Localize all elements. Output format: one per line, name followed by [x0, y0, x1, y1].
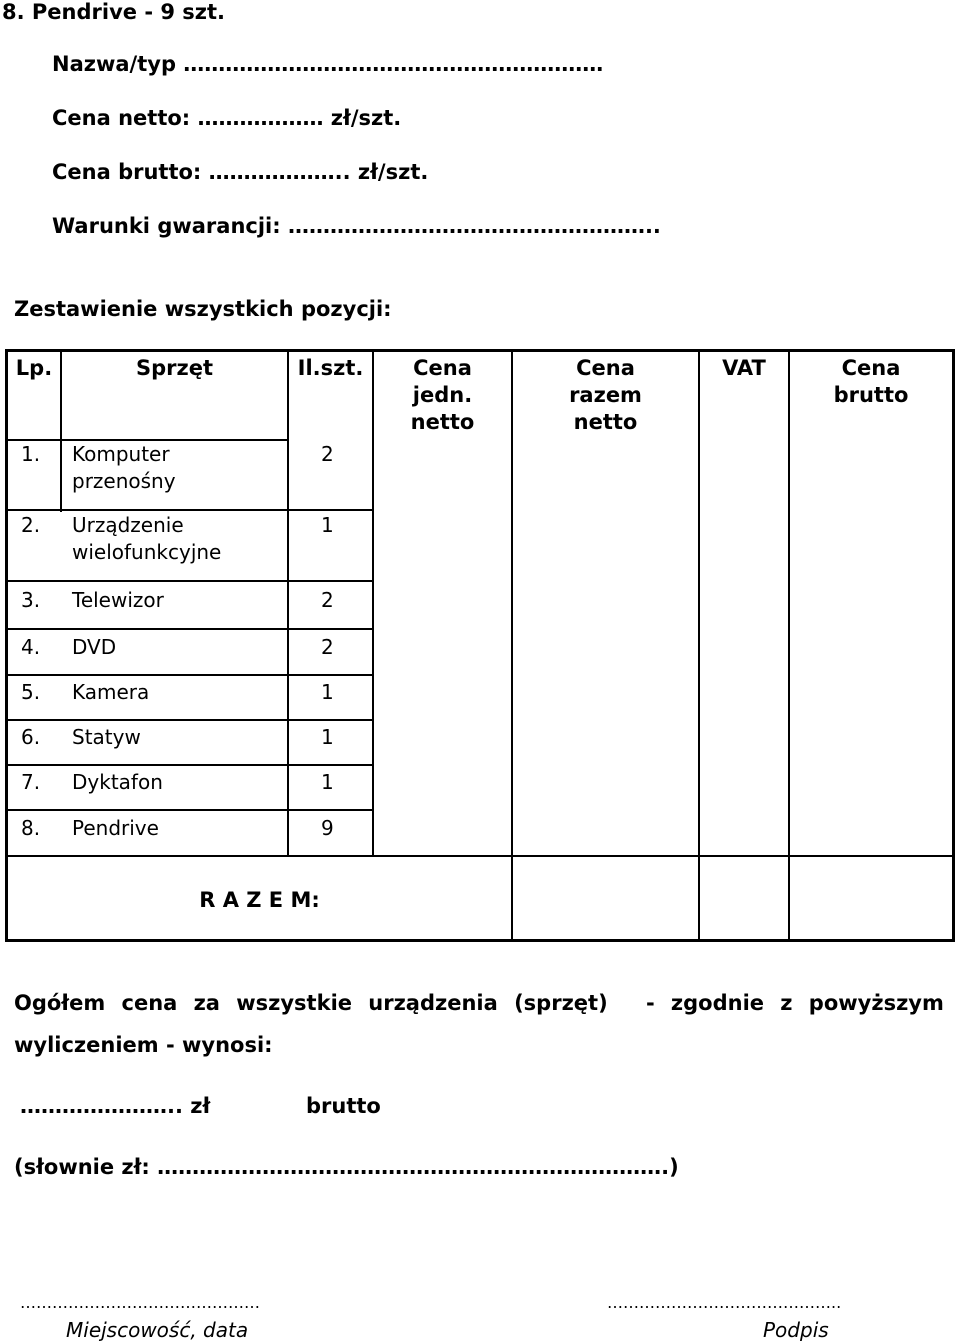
- row-lp: 8.: [21, 816, 41, 840]
- signature-line: ……………………………………..: [607, 1293, 842, 1312]
- row-quantity: 2: [321, 588, 334, 612]
- row-item-name: Dyktafon: [72, 770, 163, 794]
- total-row-label: R A Z E M:: [199, 888, 320, 912]
- row-item-name: Statyw: [72, 725, 141, 749]
- col-divider: [698, 352, 700, 940]
- warranty-field: Warunki gwarancji: ……………………………………………..: [52, 214, 661, 238]
- header-vat: VAT: [722, 356, 766, 380]
- row-item-name: Telewizor: [72, 588, 164, 612]
- col-divider: [788, 352, 790, 940]
- row-divider: [8, 509, 374, 511]
- row-divider: [8, 628, 374, 630]
- total-brutto-label: brutto: [306, 1094, 381, 1118]
- row-divider: [8, 674, 374, 676]
- row-quantity: 1: [321, 725, 334, 749]
- total-line-2: wyliczeniem - wynosi:: [14, 1033, 273, 1057]
- row-item-name: Urządzenie wielofunkcyjne: [72, 513, 222, 564]
- place-date-line: ………………………………………: [20, 1293, 260, 1312]
- place-date-label: Miejscowość, data: [66, 1318, 249, 1342]
- row-lp: 4.: [21, 635, 41, 659]
- row-divider: [8, 855, 952, 857]
- row-item-name: Komputer przenośny: [72, 442, 176, 493]
- header-lp: Lp.: [15, 356, 53, 380]
- row-quantity: 1: [321, 513, 334, 537]
- amount-in-words-field: (słownie zł: ……………………………………………………………….): [14, 1155, 679, 1179]
- header-equipment: Sprzęt: [135, 356, 214, 380]
- total-amount-field: ………………….. zł: [20, 1094, 211, 1118]
- item-heading: 8. Pendrive - 9 szt.: [2, 0, 226, 24]
- row-quantity: 2: [321, 442, 334, 466]
- row-divider: [8, 580, 374, 582]
- col-divider: [511, 352, 513, 940]
- header-quantity: Il.szt.: [297, 356, 364, 380]
- name-type-field: Nazwa/typ ……………………………………………………: [52, 52, 604, 76]
- row-lp: 3.: [21, 588, 41, 612]
- row-lp: 2.: [21, 513, 41, 537]
- gross-price-field: Cena brutto: ……………….. zł/szt.: [52, 160, 429, 184]
- row-item-name: DVD: [72, 635, 117, 659]
- total-line-1: Ogółem cena za wszystkie urządzenia (sprzęt) - zgodnie z powyższym: [14, 991, 944, 1015]
- col-divider: [287, 352, 289, 856]
- header-unit-net-price: Cena jedn. netto: [410, 356, 475, 434]
- row-item-name: Kamera: [72, 680, 150, 704]
- row-quantity: 2: [321, 635, 334, 659]
- row-item-name: Pendrive: [72, 816, 159, 840]
- row-lp: 6.: [21, 725, 41, 749]
- summary-table: [5, 349, 955, 942]
- row-divider: [8, 809, 374, 811]
- row-quantity: 1: [321, 680, 334, 704]
- header-total-net-price: Cena razem netto: [569, 356, 642, 434]
- summary-title: Zestawienie wszystkich pozycji:: [14, 297, 392, 321]
- row-lp: 7.: [21, 770, 41, 794]
- row-lp: 1.: [21, 442, 41, 466]
- signature-label: Podpis: [763, 1318, 829, 1342]
- row-quantity: 1: [321, 770, 334, 794]
- header-gross-price: Cena brutto: [833, 356, 909, 407]
- row-divider: [8, 764, 374, 766]
- row-lp: 5.: [21, 680, 41, 704]
- net-price-field: Cena netto: ……………… zł/szt.: [52, 106, 402, 130]
- row-quantity: 9: [321, 816, 334, 840]
- row-divider: [8, 719, 374, 721]
